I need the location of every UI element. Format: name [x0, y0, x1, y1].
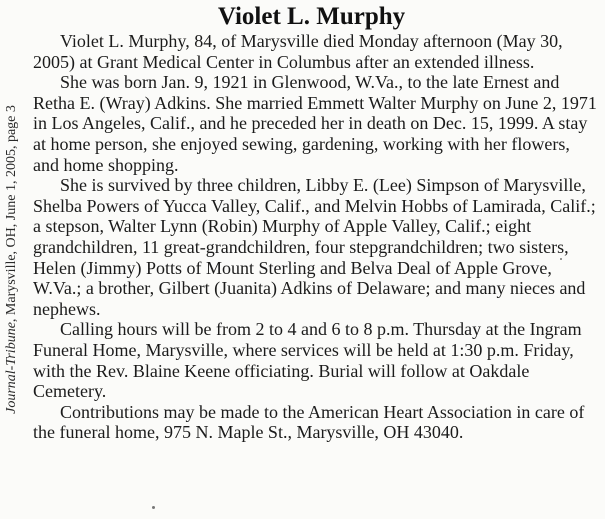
print-speck — [560, 258, 562, 260]
obituary-body — [33, 31, 599, 443]
obituary-paragraph-life: She was born Jan. 9, 1921 in Glenwood, W.Va., to the late Ernest and Retha E. (Wray) Adkins. She married Emmett Walter Murphy on June 2, 1971 in Los Angeles, Calif., and he preceded her in death on Dec. 15, 1999. A stay at home person, she enjoyed sewing, gardening, working with her flowers, and home shopping. — [33, 72, 597, 175]
source-citation — [2, 0, 22, 519]
obituary-paragraph-contributions: Contributions may be made to the American Heart Association in care of the funeral home, 975 N. Maple St., Marysville, OH 43040. — [33, 401, 585, 443]
publication-name: Journal-Tribune — [4, 322, 19, 414]
obituary-paragraph-death: Violet L. Murphy, 84, of Marysville died Monday afternoon (May 30, 2005) at Grant Medical Center in Columbus after an extended illness. — [33, 31, 563, 72]
print-speck — [152, 506, 155, 509]
obituary-paragraph-services: Calling hours will be from 2 to 4 and 6 to 8 p.m. Thursday at the Ingram Funeral Home, Marysville, where services will be held at 1:30 p.m. Friday, with the Rev. Blaine Keene officiating. Burial will follow at Oakdale Cemetery. — [33, 319, 582, 402]
publication-details: , Marysville, OH, June 1, 2005, page 3 — [4, 105, 19, 323]
obituary-paragraph-survivors: She is survived by three children, Libby E. (Lee) Simpson of Marysville, Shelba Powers of Yucca Valley, Calif., and Melvin Hobbs of Lamirada, Calif.; a stepson, Walter Lynn (Robin) Murphy of Apple Valley, Calif.; eight grandchildren, 11 great-grandchildren, four stepgrandchildren; two sisters, Helen (Jimmy) Potts of Mount Sterling and Belva Deal of Apple Grove, W.Va.; a brother, Gilbert (Juanita) Adkins of Delaware; and many nieces and nephews. — [33, 175, 596, 319]
source-citation-text — [2, 0, 22, 519]
obituary-headline: Violet L. Murphy — [217, 3, 406, 30]
